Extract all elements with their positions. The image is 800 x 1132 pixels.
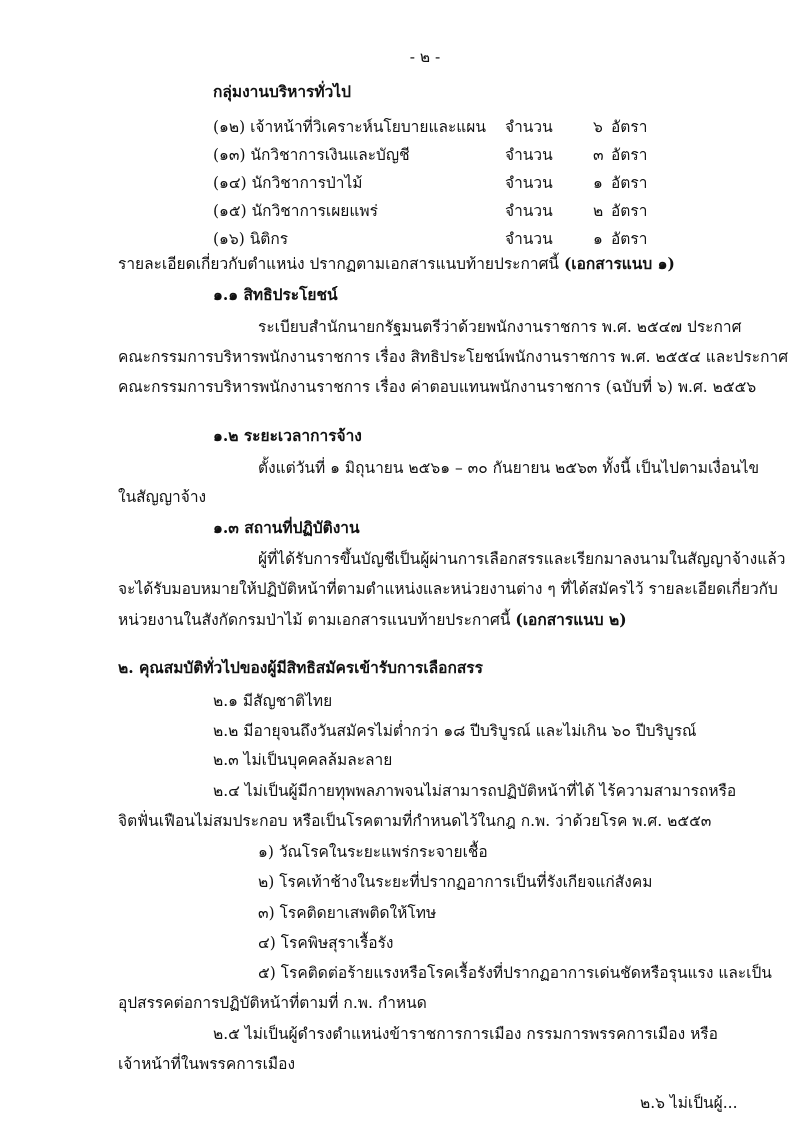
list-item: ๒.๒ มีอายุจนถึงวันสมัครไม่ต่ำกว่า ๑๘ ปีบริบูรณ์ และไม่เกิน ๖๐ ปีบริบูรณ์ xyxy=(213,722,697,740)
count-label: จำนวน xyxy=(505,230,553,248)
count-label: จำนวน xyxy=(505,118,553,136)
position-name: (๑๒) เจ้าหน้าที่วิเคราะห์นโยบายและแผน xyxy=(213,118,486,136)
attachment-ref: (เอกสารแนบ ๒) xyxy=(515,610,627,629)
paragraph-line: เจ้าหน้าที่ในพรรคการเมือง xyxy=(118,1055,296,1073)
count-value: ๑ xyxy=(593,174,603,192)
position-detail-text: รายละเอียดเกี่ยวกับตำแหน่ง ปรากฏตามเอกสารแนบท้ายประกาศนี้ (เอกสารแนบ ๑) xyxy=(118,254,675,273)
count-unit: อัตรา xyxy=(611,118,648,136)
count-label: จำนวน xyxy=(505,202,553,220)
position-row xyxy=(213,170,653,192)
paragraph-line: ผู้ที่ได้รับการขึ้นบัญชีเป็นผู้ผ่านการเลือกสรรและเรียกมาลงนามในสัญญาจ้างแล้ว xyxy=(258,550,786,568)
paragraph-line: จิตฟั่นเฟือนไม่สมประกอบ หรือเป็นโรคตามที่กำหนดไว้ในกฎ ก.พ. ว่าด้วยโรค พ.ศ. ๒๕๕๓ xyxy=(118,812,712,830)
position-row xyxy=(213,198,653,220)
disease-item: ๑) วัณโรคในระยะแพร่กระจายเชื้อ xyxy=(258,843,488,861)
section-heading-1-3: ๑.๓ สถานที่ปฏิบัติงาน xyxy=(213,518,360,537)
count-label: จำนวน xyxy=(505,146,553,164)
count-label: จำนวน xyxy=(505,174,553,192)
count-value: ๓ xyxy=(593,146,604,164)
list-item: ๒.๔ ไม่เป็นผู้มีกายทุพพลภาพจนไม่สามารถปฏิบัติหน้าที่ได้ ไร้ความสามารถหรือ xyxy=(213,782,737,800)
list-item: ๒.๕ ไม่เป็นผู้ดำรงตำแหน่งข้าราชการการเมือง กรรมการพรรคการเมือง หรือ xyxy=(213,1025,718,1043)
disease-item: ๔) โรคพิษสุราเรื้อรัง xyxy=(258,934,394,952)
count-value: ๒ xyxy=(593,202,604,220)
count-unit: อัตรา xyxy=(611,146,648,164)
paragraph-line: คณะกรรมการบริหารพนักงานราชการ เรื่อง สิทธิประโยชน์พนักงานราชการ พ.ศ. ๒๕๕๔ และประกาศ xyxy=(118,348,789,366)
disease-item: ๕) โรคติดต่อร้ายแรงหรือโรคเรื้อรังที่ปรากฏอาการเด่นชัดหรือรุนแรง และเป็น xyxy=(258,964,772,982)
position-row xyxy=(213,114,653,136)
position-name: (๑๓) นักวิชาการเงินและบัญชี xyxy=(213,146,410,164)
position-row xyxy=(213,142,653,164)
position-row xyxy=(213,226,653,248)
count-unit: อัตรา xyxy=(611,230,648,248)
count-value: ๖ xyxy=(593,118,603,136)
position-name: (๑๔) นักวิชาการป่าไม้ xyxy=(213,174,363,192)
attachment-ref: (เอกสารแนบ ๑) xyxy=(563,254,675,273)
count-unit: อัตรา xyxy=(611,174,648,192)
count-value: ๑ xyxy=(593,230,603,248)
group-title: กลุ่มงานบริหารทั่วไป xyxy=(213,82,351,101)
paragraph-line: อุปสรรคต่อการปฏิบัติหน้าที่ตามที่ ก.พ. กำหนด xyxy=(118,994,427,1012)
list-item: ๒.๑ มีสัญชาติไทย xyxy=(213,692,333,710)
position-name: (๑๖) นิติกร xyxy=(213,230,289,248)
paragraph-line: หน่วยงานในสังกัดกรมป่าไม้ ตามเอกสารแนบท้ายประกาศนี้ (เอกสารแนบ ๒) xyxy=(118,610,627,629)
list-item: ๒.๓ ไม่เป็นบุคคลล้มละลาย xyxy=(213,751,393,769)
paragraph-line: คณะกรรมการบริหารพนักงานราชการ เรื่อง ค่าตอบแทนพนักงานราชการ (ฉบับที่ ๖) พ.ศ. ๒๕๕๖ xyxy=(118,378,757,396)
paragraph-line: จะได้รับมอบหมายให้ปฏิบัติหน้าที่ตามตำแหน่งและหน่วยงานต่าง ๆ ที่ได้สมัครไว้ รายละเอียดเกี่ยวกับ xyxy=(118,580,778,598)
section-heading-1-1: ๑.๑ สิทธิประโยชน์ xyxy=(213,285,338,304)
section-heading-2: ๒. คุณสมบัติทั่วไปของผู้มีสิทธิสมัครเข้ารับการเลือกสรร xyxy=(118,658,483,677)
section-heading-1-2: ๑.๒ ระยะเวลาการจ้าง xyxy=(213,426,362,445)
count-unit: อัตรา xyxy=(611,202,648,220)
page-number: - ๒ - xyxy=(409,48,441,66)
continued-text: ๒.๖ ไม่เป็นผู้... xyxy=(640,1094,738,1112)
position-name: (๑๕) นักวิชาการเผยแพร่ xyxy=(213,202,378,220)
paragraph-line: ระเบียบสำนักนายกรัฐมนตรีว่าด้วยพนักงานราชการ พ.ศ. ๒๕๔๗ ประกาศ xyxy=(258,318,742,336)
paragraph-line: ในสัญญาจ้าง xyxy=(118,488,207,506)
disease-item: ๓) โรคติดยาเสพติดให้โทษ xyxy=(258,904,437,922)
disease-item: ๒) โรคเท้าช้างในระยะที่ปรากฏอาการเป็นที่รังเกียจแก่สังคม xyxy=(258,873,653,891)
paragraph-line: ตั้งแต่วันที่ ๑ มิถุนายน ๒๕๖๑ – ๓๐ กันยายน ๒๕๖๓ ทั้งนี้ เป็นไปตามเงื่อนไข xyxy=(258,459,760,477)
